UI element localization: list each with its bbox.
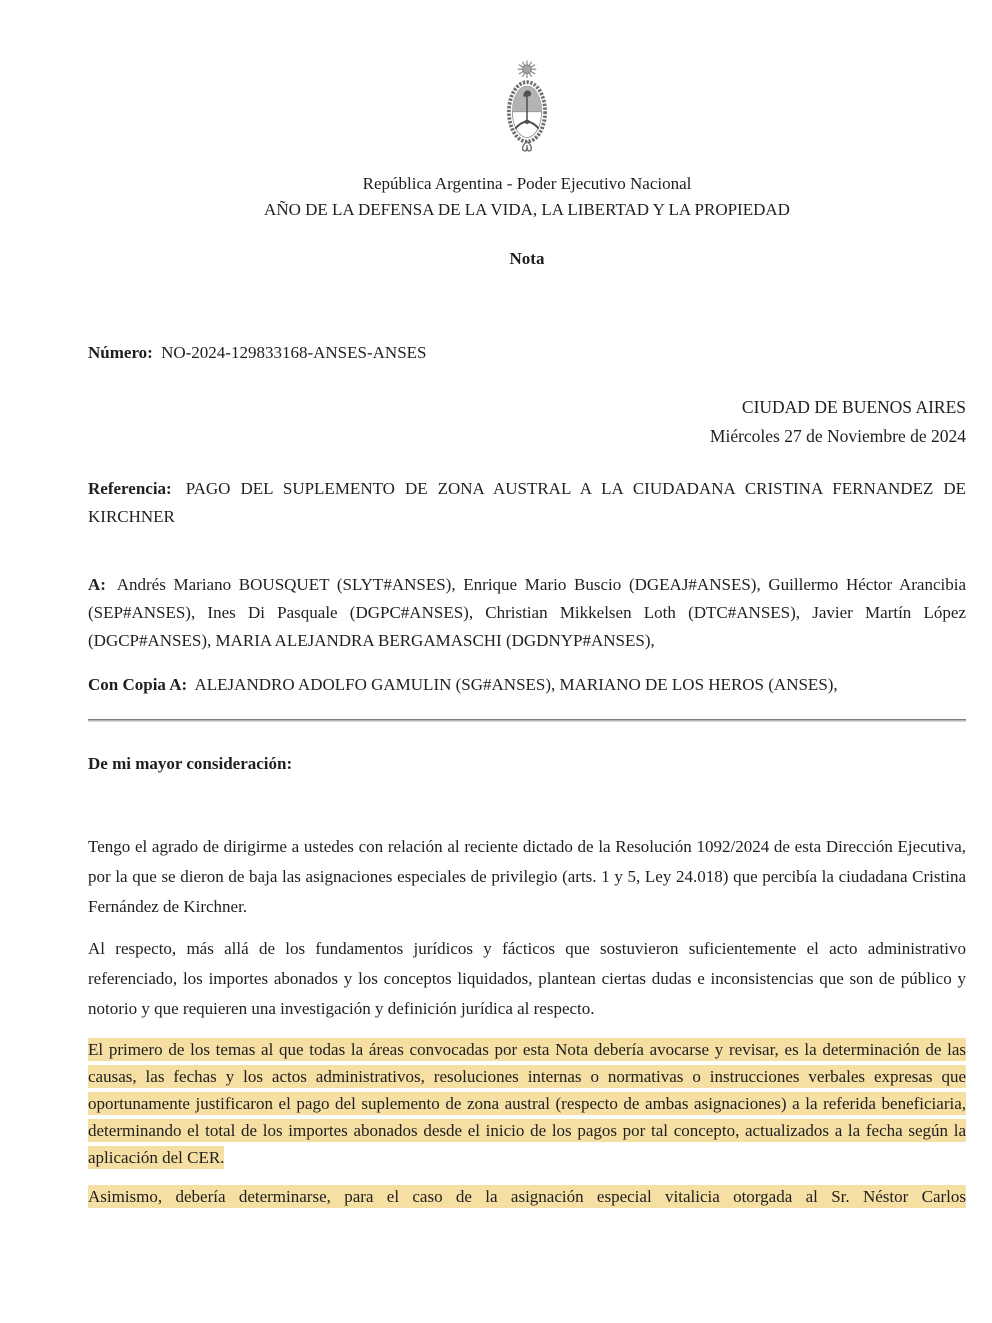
recipients-line: [88, 571, 966, 655]
cc-label: Con Copia A:: [88, 675, 188, 694]
divider-rule: [88, 719, 966, 722]
reference-label: Referencia:: [88, 479, 172, 498]
recipients-label: A:: [88, 575, 106, 594]
highlighted-paragraph-2: [88, 1183, 966, 1210]
cc-line: [88, 671, 966, 699]
place-date-block: [88, 393, 966, 451]
highlight-text-1: El primero de los temas al que todas la áreas convocadas por esta Nota debería avocarse y revisar, es la determinación de las causas, las fechas y los actos administrativos, resoluciones internas o normativas o instrucciones verbales expresas que oportunamente justificaron el pago del suplemento de zona austral (respecto de ambas asignaciones) a la referida beneficiaria, determinando el total de los importes abonados desde el inicio de los pagos por tal concepto, actualizados a la fecha según la aplicación del CER.: [88, 1040, 966, 1167]
city-line: CIUDAD DE BUENOS AIRES: [741, 397, 966, 417]
document-number-line: [88, 339, 966, 367]
emblem-container: [88, 0, 966, 161]
cc-value: ALEJANDRO ADOLFO GAMULIN (SG#ANSES), MARIANO DE LOS HEROS (ANSES),: [194, 675, 838, 694]
header-year-motto: AÑO DE LA DEFENSA DE LA VIDA, LA LIBERTAD Y LA PROPIEDAD: [264, 200, 790, 219]
sun-disc: [523, 65, 532, 74]
number-value: NO-2024-129833168-ANSES-ANSES: [161, 343, 427, 362]
body-paragraph-1: Tengo el agrado de dirigirme a ustedes con relación al reciente dictado de la Resolución 1092/2024 de esta Dirección Ejecutiva, por la que se dieron de baja las asignaciones especiales de privilegio (arts. 1 y 5, Ley 24.018) que percibía la ciudadana Cristina Fernández de Kirchner.: [88, 837, 966, 916]
reference-line: [88, 475, 966, 531]
highlight-text-2: Asimismo, debería determinarse, para el caso de la asignación especial vitalicia otorgada al Sr. Néstor Carlos: [88, 1187, 966, 1206]
argentina-coat-of-arms-icon: [492, 56, 562, 156]
number-label: Número:: [88, 343, 153, 362]
header-org-line: República Argentina - Poder Ejecutivo Nacional: [362, 174, 692, 193]
reference-value: PAGO DEL SUPLEMENTO DE ZONA AUSTRAL A LA CIUDADANA CRISTINA FERNANDEZ DE KIRCHNER: [88, 479, 967, 526]
document-type-title: Nota: [509, 249, 545, 268]
recipients-value: Andrés Mariano BOUSQUET (SLYT#ANSES), Enrique Mario Buscio (DGEAJ#ANSES), Guillermo Héctor Arancibia (SEP#ANSES), Ines Di Pasquale (DGPC#ANSES), Christian Mikkelsen Loth (DTC#ANSES), Javier Martín López (DGCP#ANSES), MARIA ALEJANDRA BERGAMASCHI (DGDNYP#ANSES),: [88, 575, 966, 650]
date-line: Miércoles 27 de Noviembre de 2024: [709, 426, 966, 446]
highlighted-paragraph-1: [88, 1036, 966, 1171]
salutation: De mi mayor consideración:: [88, 754, 293, 773]
clasped-hands: [524, 120, 530, 124]
body-paragraph-2: Al respecto, más allá de los fundamentos jurídicos y fácticos que sostuvieron suficientemente el acto administrativo referenciado, los importes abonados y los conceptos liquidados, plantean ciertas dudas e inconsistencias que son de público y notorio y que requieren una investigación y definición jurídica al respecto.: [88, 939, 966, 1018]
